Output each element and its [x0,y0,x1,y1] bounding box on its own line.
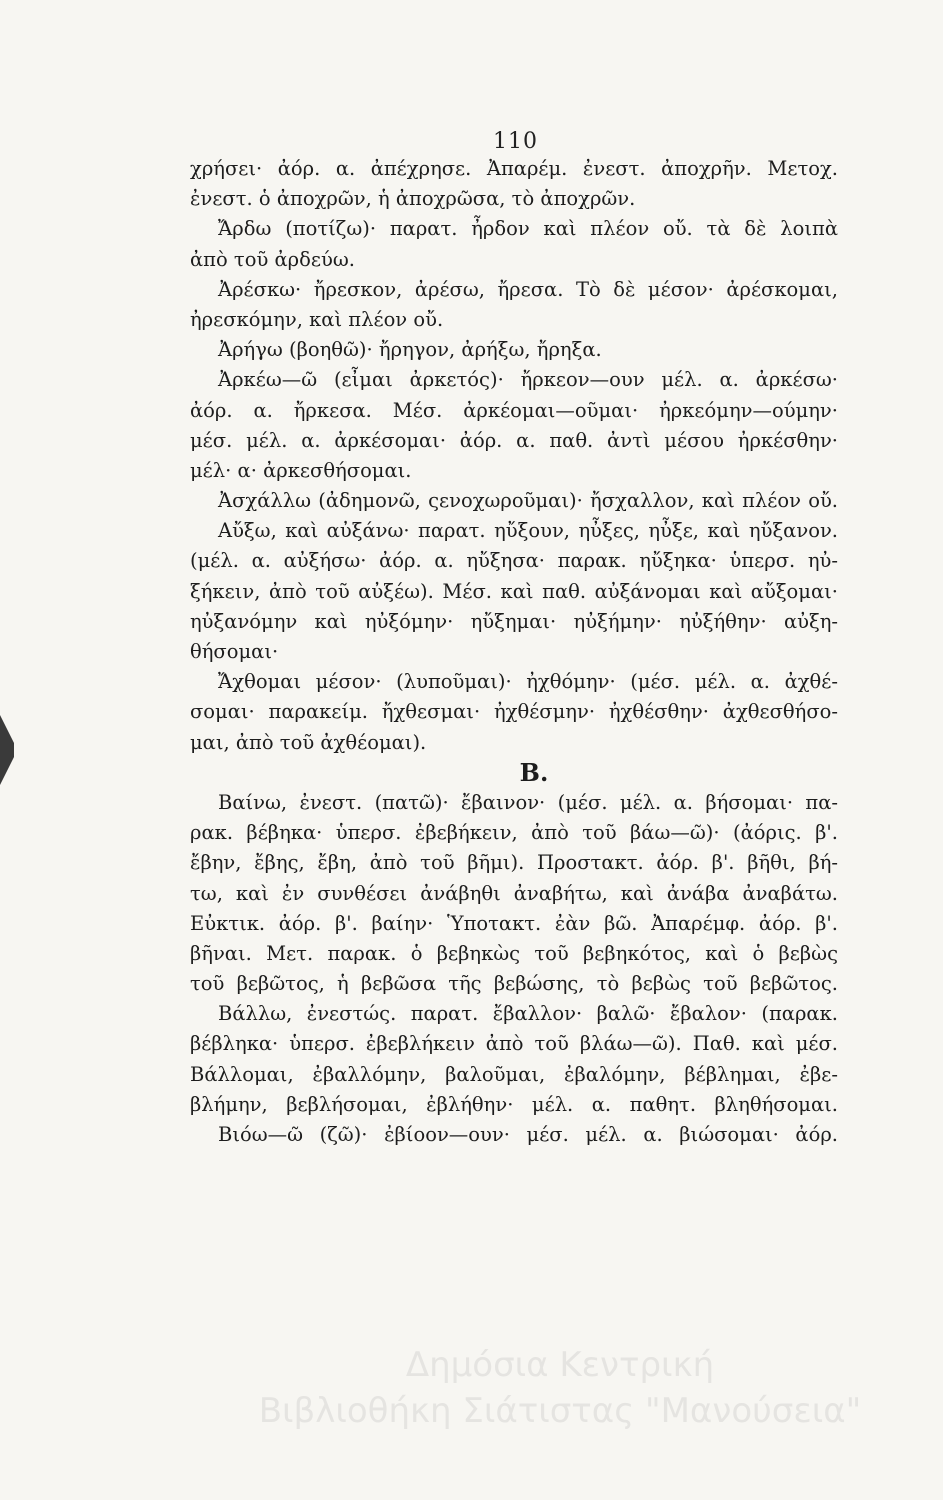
section-heading: Β. [519,757,549,787]
text-line: ἔβην, ἔβης, ἔβη, ἀπὸ τοῦ βῆμι). Προστακτ. ἀόρ. β'. βῆθι, βή- [190,851,838,875]
text-line: ἀόρ. α. ἤρκεσα. Μέσ. ἀρκέομαι—οῦμαι· ἠρκεόμην—ούμην· [190,398,838,422]
text-line: βέβληκα· ὑπερσ. ἐβεβλήκειν ἀπὸ τοῦ βλάω—ῶ). Παθ. καὶ μέσ. [190,1032,838,1056]
text-line: Αὔξω, καὶ αὐξάνω· παρατ. ηὔξουν, ηὖξες, ηὖξε, καὶ ηὔξανον. [218,519,838,543]
text-line: μέλ· α· ἀρκεσθήσομαι. [190,458,412,482]
page-text [190,154,838,1150]
text-line: Ἄχθομαι μέσον· (λυποῦμαι)· ἠχθόμην· (μέσ. μέλ. α. ἀχθέ- [218,670,838,694]
text-line: μέσ. μέλ. α. ἀρκέσομαι· ἀόρ. α. παθ. ἀντὶ μέσου ἠρκέσθην· [190,428,838,452]
text-line: Ἀσχάλλω (ἀδημονῶ, ςενοχωροῦμαι)· ἤσχαλλον, καὶ πλέον οὔ. [218,489,838,513]
text-line: τω, καὶ ἐν συνθέσει ἀνάβηθι ἀναβήτω, καὶ ἀνάβα ἀναβάτω. [190,881,838,905]
text-line: χρήσει· ἀόρ. α. ἀπέχρησε. Ἀπαρέμ. ἐνεστ. ἀποχρῆν. Μετοχ. [190,157,838,180]
text-line: σομαι· παρακείμ. ἤχθεσμαι· ἠχθέσμην· ἠχθέσθην· ἀχθεσθήσο- [190,700,838,724]
text-line: βλήμην, βεβλήσομαι, ἐβλήθην· μέλ. α. παθητ. βληθήσομαι. [190,1092,838,1116]
text-line: Ἄρδω (ποτίζω)· παρατ. ἦρδον καὶ πλέον οὔ. τὰ δὲ λοιπὰ [218,217,838,241]
text-line: ξήκειν, ἀπὸ τοῦ αὐξέω). Μέσ. καὶ παθ. αὐξάνομαι καὶ αὔξομαι· [190,579,838,603]
text-line: ηὐξανόμην καὶ ηὐξόμην· ηὔξημαι· ηὐξήμην· ηὐξήθην· αὐξη- [190,609,838,633]
text-line: Βιόω—ῶ (ζῶ)· ἐβίοον—ουν· μέσ. μέλ. α. βιώσομαι· ἀόρ. [218,1123,838,1146]
text-line: Ἀρήγω (βοηθῶ)· ἤρηγον, ἀρήξω, ἤρηξα. [218,338,602,362]
text-line: Βάλλομαι, ἐβαλλόμην, βαλοῦμαι, ἐβαλόμην, βέβλημαι, ἐβε- [190,1062,838,1086]
text-line: ρακ. βέβηκα· ὑπερσ. ἐβεβήκειν, ἀπὸ τοῦ βάω—ῶ)· (ἀόρις. β'. [190,821,838,845]
text-line: θήσομαι· [190,640,279,663]
text-line: ἠρεσκόμην, καὶ πλέον οὔ. [190,307,444,331]
text-line: Ἀρκέω—ῶ (εἶμαι ἀρκετός)· ἤρκεον—ουν μέλ. α. ἀρκέσω· [218,368,838,392]
library-watermark: Βιβλιοθήκη Σιάτιστας "Μανούσεια" [258,1391,862,1431]
text-line: (μέλ. α. αὐξήσω· ἀόρ. α. ηὔξησα· παρακ. ηὔξηκα· ὑπερσ. ηὐ- [190,549,838,573]
text-line: μαι, ἀπὸ τοῦ ἀχθέομαι). [190,730,427,754]
text-line: ἐνεστ. ὁ ἀποχρῶν, ἡ ἀποχρῶσα, τὸ ἀποχρῶν. [190,187,636,211]
text-line: τοῦ βεβῶτος, ἡ βεβῶσα τῆς βεβώσης, τὸ βεβὼς τοῦ βεβῶτος. [190,972,838,996]
binding-mark [0,715,14,785]
text-line: Εὐκτικ. ἀόρ. β'. βαίην· Ὑποτακτ. ἐὰν βῶ. Ἀπαρέμφ. ἀόρ. β'. [190,911,838,935]
text-line: βῆναι. Μετ. παρακ. ὁ βεβηκὼς τοῦ βεβηκότος, καὶ ὁ βεβὼς [190,941,838,965]
text-line: Βαίνω, ἐνεστ. (πατῶ)· ἔβαινον· (μέσ. μέλ. α. βήσομαι· πα- [218,790,838,814]
text-line: ἀπὸ τοῦ ἀρδεύω. [190,247,355,271]
text-line: Ἀρέσκω· ἤρεσκον, ἀρέσω, ἤρεσα. Τὸ δὲ μέσον· ἀρέσκομαι, [218,277,838,301]
text-line: Βάλλω, ἐνεστώς. παρατ. ἔβαλλον· βαλῶ· ἔβαλον· (παρακ. [218,1002,838,1026]
page-number: 110 [493,129,538,154]
library-watermark: Δημόσια Κεντρική [405,1345,715,1385]
